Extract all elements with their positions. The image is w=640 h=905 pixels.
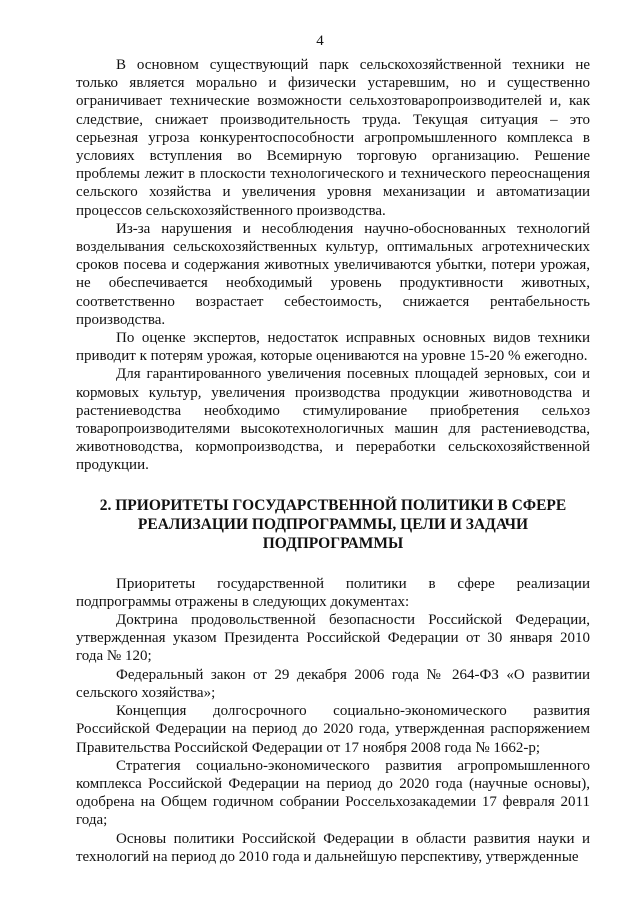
paragraph: В основном существующий парк сельскохозяйственной техники не только является морально и физически устаревшим, но и существенно ограничивает технические возможности сельхозтоваропроизводителей и, как следствие, снижает производительность труда. Текущая ситуация – это серьезная угроза конкурентоспособности агропромышленного комплекса в условиях вступления во Всемирную торговую организацию. Решение проблемы лежит в плоскости технологического и технического переоснащения сельского хозяйства и увеличения уровня механизации и автоматизации процессов сельскохозяйственного производства. [76, 57, 590, 219]
page-content [76, 56, 590, 866]
paragraph: Из-за нарушения и несоблюдения научно-обоснованных технологий возделывания сельскохозяйственных культур, оптимальных агротехнических сроков посева и содержания животных увеличиваются убытки, потери урожая, не обеспечивается необходимый уровень продуктивности животных, соответственно возрастает себестоимость, снижается рентабельность производства. [76, 220, 590, 328]
paragraph: Стратегия социально-экономического развития агропромышленного комплекса Российской Федерации на период до 2020 года (научные основы), одобрена на Общем годичном собрании Россельхозакадемии 17 февраля 2011 года; [76, 757, 590, 829]
paragraph: По оценке экспертов, недостаток исправных основных видов техники приводит к потерям урожая, которые оцениваются на уровне 15-20 % ежегодно. [76, 330, 590, 365]
section-heading-line: РЕАЛИЗАЦИИ ПОДПРОГРАММЫ, ЦЕЛИ И ЗАДАЧИ [137, 515, 529, 533]
section-heading-line: ПОДПРОГРАММЫ [262, 534, 404, 552]
paragraph: Доктрина продовольственной безопасности Российской Федерации, утвержденная указом Президента Российской Федерации от 30 января 2010 года № 120; [76, 612, 590, 665]
section-heading [76, 496, 590, 553]
paragraph: Федеральный закон от 29 декабря 2006 года № 264-ФЗ «О развитии сельского хозяйства»; [76, 666, 590, 701]
paragraph: Для гарантированного увеличения посевных площадей зерновых, сои и кормовых культур, увеличения производства продукции животноводства и растениеводства необходимо стимулирование приобретения сельхоз товаропроизводителями высокотехнологичных машин для растениеводства, животноводства, кормопроизводства, и переработки сельскохозяйственной продукции. [76, 366, 590, 474]
paragraph: Приоритеты государственной политики в сфере реализации подпрограммы отражены в следующих документах: [76, 575, 590, 610]
paragraph: Основы политики Российской Федерации в области развития науки и технологий на период до 2010 года и дальнейшую перспективу, утвержденные [76, 830, 590, 865]
page-number: 4 [316, 33, 324, 49]
section-heading-line: 2. ПРИОРИТЕТЫ ГОСУДАРСТВЕННОЙ ПОЛИТИКИ В СФЕРЕ [99, 496, 567, 514]
paragraph: Концепция долгосрочного социально-экономического развития Российской Федерации на период до 2020 года, утвержденная распоряжением Правительства Российской Федерации от 17 ноября 2008 года № 1662-р; [76, 703, 590, 756]
